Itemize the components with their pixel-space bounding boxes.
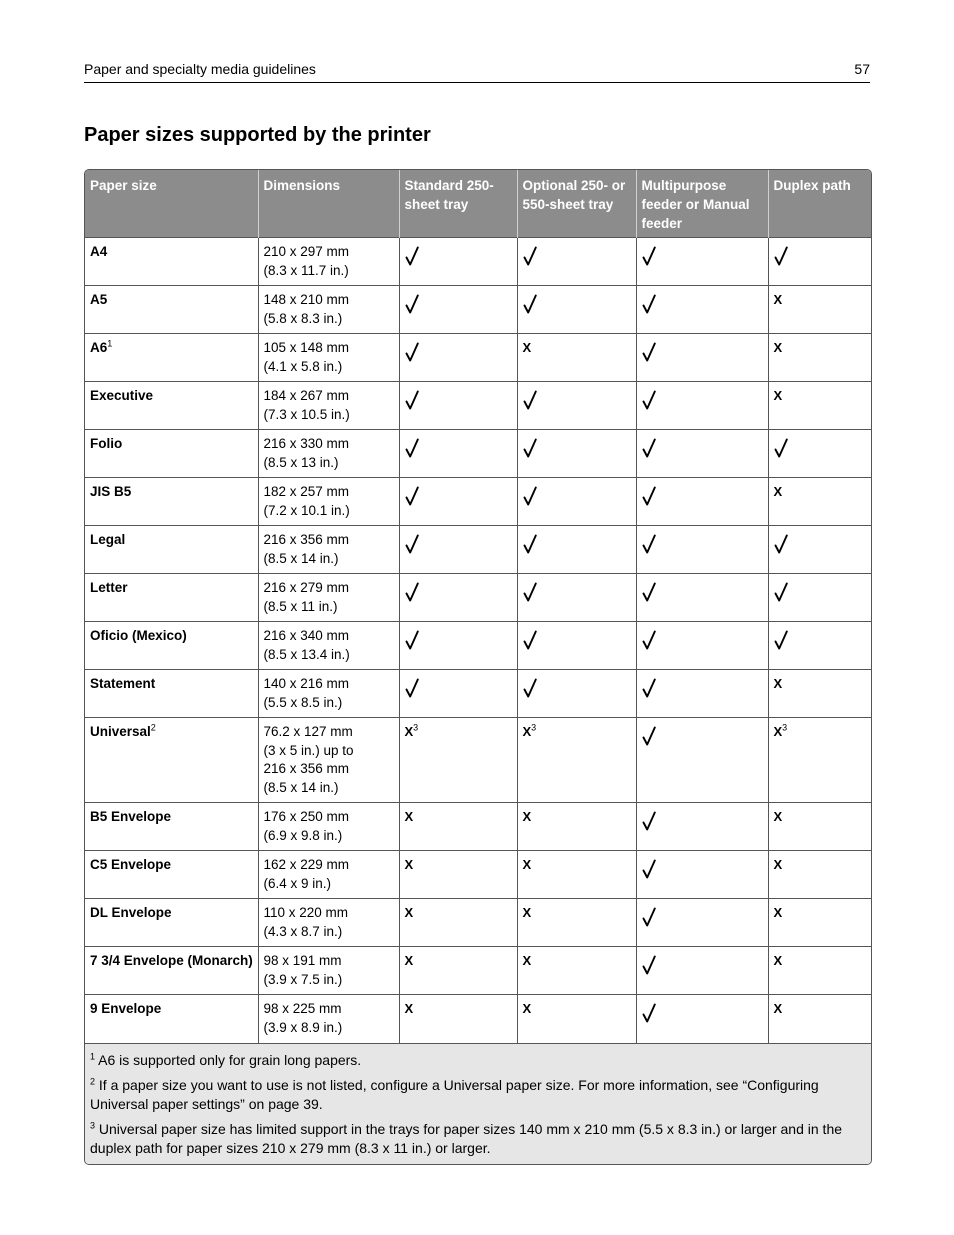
checkmark-icon xyxy=(642,955,656,975)
not-supported-mark: X xyxy=(773,953,783,968)
not-supported-mark: X xyxy=(773,484,783,499)
dimension-line: 110 x 220 mm xyxy=(263,905,349,920)
checkmark-icon xyxy=(642,390,656,410)
multipurpose-feeder-cell xyxy=(636,718,768,803)
footnote-text: Universal paper size has limited support in the trays for paper sizes 140 mm x 210 mm (5.5 x 8.3 in.) or larger and in the duplex path for paper sizes 210 x 279 mm (8.3 x 11 in.) or larger. xyxy=(90,1120,843,1156)
dimensions-cell xyxy=(258,334,399,382)
paper-size-name: JIS B5 xyxy=(90,484,132,499)
paper-size-cell xyxy=(85,430,258,478)
not-supported-mark: X xyxy=(522,905,532,920)
not-supported-mark: X xyxy=(404,953,414,968)
not-supported-mark: X xyxy=(404,724,414,739)
dimension-line: 216 x 330 mm xyxy=(263,436,350,451)
multipurpose-feeder-cell xyxy=(636,430,768,478)
checkmark-icon xyxy=(523,582,537,602)
dimension-line: (8.5 x 14 in.) xyxy=(263,550,339,566)
table-row xyxy=(85,334,871,382)
duplex-path-cell xyxy=(768,238,871,286)
dimensions-cell xyxy=(258,670,399,718)
dimension-line: 182 x 257 mm xyxy=(263,484,350,499)
footnotes xyxy=(85,1043,871,1164)
duplex-path-cell xyxy=(768,382,871,430)
multipurpose-feeder-cell xyxy=(636,947,768,995)
multipurpose-feeder-cell xyxy=(636,382,768,430)
footnote-reference: 2 xyxy=(150,722,156,733)
not-supported-mark: X xyxy=(404,905,414,920)
optional-tray-cell xyxy=(517,670,636,718)
standard-tray-cell xyxy=(399,947,517,995)
paper-size-name: Legal xyxy=(90,532,126,547)
paper-size-name: A4 xyxy=(90,244,108,259)
paper-size-cell xyxy=(85,718,258,803)
multipurpose-feeder-cell xyxy=(636,574,768,622)
standard-tray-cell xyxy=(399,995,517,1043)
dimension-line: (3 x 5 in.) up to xyxy=(263,742,354,758)
optional-tray-cell xyxy=(517,947,636,995)
multipurpose-feeder-cell xyxy=(636,670,768,718)
not-supported-mark: X xyxy=(773,809,783,824)
footnote-reference: 3 xyxy=(782,722,788,733)
paper-size-name: Universal xyxy=(90,724,151,739)
dimension-line: 148 x 210 mm xyxy=(263,292,350,307)
table-body xyxy=(85,238,871,1043)
checkmark-icon xyxy=(405,630,419,650)
not-supported-mark: X xyxy=(404,857,414,872)
multipurpose-feeder-cell xyxy=(636,622,768,670)
page-number: 57 xyxy=(854,61,870,77)
paper-size-cell xyxy=(85,670,258,718)
duplex-path-cell xyxy=(768,286,871,334)
dimension-line: (8.3 x 11.7 in.) xyxy=(263,262,349,278)
paper-size-cell xyxy=(85,995,258,1043)
duplex-path-cell xyxy=(768,899,871,947)
table-row xyxy=(85,803,871,851)
checkmark-icon xyxy=(523,390,537,410)
dimension-line: (8.5 x 13.4 in.) xyxy=(263,646,350,662)
column-header-standard-tray: Standard 250-sheet tray xyxy=(399,170,517,238)
checkmark-icon xyxy=(642,630,656,650)
checkmark-icon xyxy=(523,438,537,458)
dimensions-cell xyxy=(258,622,399,670)
table-row xyxy=(85,382,871,430)
checkmark-icon xyxy=(642,438,656,458)
optional-tray-cell xyxy=(517,382,636,430)
paper-size-cell xyxy=(85,574,258,622)
optional-tray-cell xyxy=(517,622,636,670)
footnote xyxy=(90,1051,865,1070)
dimension-line: (6.9 x 9.8 in.) xyxy=(263,827,343,843)
checkmark-icon xyxy=(642,582,656,602)
not-supported-mark: X xyxy=(773,1001,783,1016)
standard-tray-cell xyxy=(399,286,517,334)
paper-size-cell xyxy=(85,851,258,899)
dimensions-cell xyxy=(258,526,399,574)
dimension-line: (8.5 x 11 in.) xyxy=(263,598,338,614)
multipurpose-feeder-cell xyxy=(636,286,768,334)
dimensions-cell xyxy=(258,803,399,851)
checkmark-icon xyxy=(405,534,419,554)
footnote-reference: 3 xyxy=(531,722,537,733)
standard-tray-cell xyxy=(399,334,517,382)
multipurpose-feeder-cell xyxy=(636,995,768,1043)
checkmark-icon xyxy=(774,534,788,554)
column-header-optional-tray: Optional 250- or 550-sheet tray xyxy=(517,170,636,238)
not-supported-mark: X xyxy=(773,905,783,920)
duplex-path-cell xyxy=(768,430,871,478)
header-row xyxy=(85,170,871,238)
dimension-line: (5.8 x 8.3 in.) xyxy=(263,310,343,326)
duplex-path-cell xyxy=(768,526,871,574)
paper-size-cell xyxy=(85,803,258,851)
not-supported-mark: X xyxy=(773,724,783,739)
checkmark-icon xyxy=(642,859,656,879)
checkmark-icon xyxy=(642,294,656,314)
paper-size-name: Letter xyxy=(90,580,128,595)
checkmark-icon xyxy=(405,486,419,506)
dimension-line: 176 x 250 mm xyxy=(263,809,350,824)
dimension-line: 216 x 340 mm xyxy=(263,628,350,643)
checkmark-icon xyxy=(405,438,419,458)
checkmark-icon xyxy=(774,582,788,602)
paper-size-name: C5 Envelope xyxy=(90,857,172,872)
optional-tray-cell xyxy=(517,718,636,803)
checkmark-icon xyxy=(642,246,656,266)
paper-size-cell xyxy=(85,622,258,670)
checkmark-icon xyxy=(642,907,656,927)
standard-tray-cell xyxy=(399,622,517,670)
multipurpose-feeder-cell xyxy=(636,478,768,526)
dimension-line: 210 x 297 mm xyxy=(263,244,350,259)
footnote-text: A6 is supported only for grain long papers. xyxy=(98,1051,362,1068)
standard-tray-cell xyxy=(399,526,517,574)
dimension-line: 216 x 356 mm xyxy=(263,532,350,547)
paper-size-name: B5 Envelope xyxy=(90,809,172,824)
checkmark-icon xyxy=(642,486,656,506)
dimension-line: (6.4 x 9 in.) xyxy=(263,875,332,891)
dimension-line: 105 x 148 mm xyxy=(263,340,350,355)
not-supported-mark: X xyxy=(522,953,532,968)
checkmark-icon xyxy=(405,294,419,314)
duplex-path-cell xyxy=(768,670,871,718)
standard-tray-cell xyxy=(399,899,517,947)
not-supported-mark: X xyxy=(522,809,532,824)
footnote xyxy=(90,1076,865,1114)
optional-tray-cell xyxy=(517,574,636,622)
dimensions-cell xyxy=(258,851,399,899)
checkmark-icon xyxy=(405,678,419,698)
dimension-line: (7.3 x 10.5 in.) xyxy=(263,406,350,422)
not-supported-mark: X xyxy=(773,292,783,307)
checkmark-icon xyxy=(523,630,537,650)
dimension-line: (3.9 x 8.9 in.) xyxy=(263,1019,343,1035)
duplex-path-cell xyxy=(768,622,871,670)
checkmark-icon xyxy=(774,630,788,650)
checkmark-icon xyxy=(774,246,788,266)
checkmark-icon xyxy=(405,582,419,602)
table-row xyxy=(85,430,871,478)
multipurpose-feeder-cell xyxy=(636,851,768,899)
standard-tray-cell xyxy=(399,574,517,622)
paper-size-cell xyxy=(85,478,258,526)
checkmark-icon xyxy=(642,1003,656,1023)
dimension-line: 216 x 279 mm xyxy=(263,580,350,595)
checkmark-icon xyxy=(642,678,656,698)
dimension-line: 140 x 216 mm xyxy=(263,676,350,691)
checkmark-icon xyxy=(523,678,537,698)
checkmark-icon xyxy=(405,390,419,410)
dimension-line: 98 x 191 mm xyxy=(263,953,342,968)
paper-size-cell xyxy=(85,238,258,286)
dimensions-cell xyxy=(258,382,399,430)
optional-tray-cell xyxy=(517,899,636,947)
dimension-line: (7.2 x 10.1 in.) xyxy=(263,502,350,518)
paper-size-name: Folio xyxy=(90,436,123,451)
optional-tray-cell xyxy=(517,803,636,851)
checkmark-icon xyxy=(642,726,656,746)
duplex-path-cell xyxy=(768,478,871,526)
multipurpose-feeder-cell xyxy=(636,526,768,574)
dimension-line: (8.5 x 14 in.) xyxy=(263,779,339,795)
standard-tray-cell xyxy=(399,803,517,851)
dimensions-cell xyxy=(258,995,399,1043)
table-row xyxy=(85,670,871,718)
footnote-number: 3 xyxy=(90,1119,96,1130)
table-row xyxy=(85,478,871,526)
optional-tray-cell xyxy=(517,478,636,526)
table-row xyxy=(85,947,871,995)
standard-tray-cell xyxy=(399,478,517,526)
optional-tray-cell xyxy=(517,286,636,334)
column-header-duplex-path: Duplex path xyxy=(768,170,871,238)
paper-size-name: 7 3/4 Envelope (Monarch) xyxy=(90,953,253,968)
column-header-multipurpose-feeder: Multipurpose feeder or Manual feeder xyxy=(636,170,768,238)
paper-size-name: A5 xyxy=(90,292,108,307)
dimensions-cell xyxy=(258,947,399,995)
page-title: Paper sizes supported by the printer xyxy=(84,124,431,146)
dimensions-cell xyxy=(258,574,399,622)
paper-sizes-table xyxy=(85,170,871,1043)
paper-size-cell xyxy=(85,899,258,947)
standard-tray-cell xyxy=(399,430,517,478)
table-row xyxy=(85,286,871,334)
paper-size-cell xyxy=(85,947,258,995)
paper-size-cell xyxy=(85,286,258,334)
checkmark-icon xyxy=(642,342,656,362)
not-supported-mark: X xyxy=(773,676,783,691)
not-supported-mark: X xyxy=(773,340,783,355)
dimension-line: 162 x 229 mm xyxy=(263,857,350,872)
paper-size-name: Executive xyxy=(90,388,154,403)
paper-size-name: Statement xyxy=(90,676,156,691)
column-header-paper-size: Paper size xyxy=(85,170,258,238)
checkmark-icon xyxy=(523,486,537,506)
optional-tray-cell xyxy=(517,334,636,382)
optional-tray-cell xyxy=(517,526,636,574)
dimensions-cell xyxy=(258,286,399,334)
not-supported-mark: X xyxy=(404,1001,414,1016)
table-row xyxy=(85,995,871,1043)
duplex-path-cell xyxy=(768,334,871,382)
multipurpose-feeder-cell xyxy=(636,899,768,947)
footnote-reference: 3 xyxy=(413,722,419,733)
optional-tray-cell xyxy=(517,238,636,286)
table-row xyxy=(85,899,871,947)
dimension-line: (3.9 x 7.5 in.) xyxy=(263,971,343,987)
table-row xyxy=(85,526,871,574)
dimension-line: (4.1 x 5.8 in.) xyxy=(263,358,343,374)
standard-tray-cell xyxy=(399,670,517,718)
dimensions-cell xyxy=(258,430,399,478)
paper-size-name: 9 Envelope xyxy=(90,1001,162,1016)
dimension-line: 184 x 267 mm xyxy=(263,388,350,403)
running-header xyxy=(84,60,870,83)
table-row xyxy=(85,574,871,622)
duplex-path-cell xyxy=(768,947,871,995)
standard-tray-cell xyxy=(399,238,517,286)
paper-sizes-table-container xyxy=(84,169,872,1165)
dimension-line: 76.2 x 127 mm xyxy=(263,724,353,739)
dimensions-cell xyxy=(258,899,399,947)
not-supported-mark: X xyxy=(522,857,532,872)
not-supported-mark: X xyxy=(522,724,532,739)
standard-tray-cell xyxy=(399,382,517,430)
paper-size-name: DL Envelope xyxy=(90,905,172,920)
dimensions-cell xyxy=(258,238,399,286)
table-row xyxy=(85,238,871,286)
dimensions-cell xyxy=(258,718,399,803)
multipurpose-feeder-cell xyxy=(636,238,768,286)
dimension-line: (5.5 x 8.5 in.) xyxy=(263,694,343,710)
paper-size-cell xyxy=(85,526,258,574)
not-supported-mark: X xyxy=(404,809,414,824)
section-title: Paper and specialty media guidelines xyxy=(84,61,316,77)
table-header xyxy=(85,170,871,238)
not-supported-mark: X xyxy=(522,1001,532,1016)
column-header-dimensions: Dimensions xyxy=(258,170,399,238)
table-row xyxy=(85,718,871,803)
multipurpose-feeder-cell xyxy=(636,803,768,851)
dimension-line: (8.5 x 13 in.) xyxy=(263,454,339,470)
paper-size-name: A6 xyxy=(90,340,108,355)
optional-tray-cell xyxy=(517,995,636,1043)
checkmark-icon xyxy=(405,246,419,266)
paper-size-cell xyxy=(85,334,258,382)
standard-tray-cell xyxy=(399,718,517,803)
dimension-line: (4.3 x 8.7 in.) xyxy=(263,923,343,939)
checkmark-icon xyxy=(642,534,656,554)
dimension-line: 98 x 225 mm xyxy=(263,1001,342,1016)
duplex-path-cell xyxy=(768,851,871,899)
duplex-path-cell xyxy=(768,995,871,1043)
not-supported-mark: X xyxy=(773,857,783,872)
footnote-number: 2 xyxy=(90,1075,96,1086)
checkmark-icon xyxy=(405,342,419,362)
table-row xyxy=(85,851,871,899)
duplex-path-cell xyxy=(768,718,871,803)
table-row xyxy=(85,622,871,670)
footnote-number: 1 xyxy=(90,1050,96,1061)
not-supported-mark: X xyxy=(522,340,532,355)
optional-tray-cell xyxy=(517,430,636,478)
optional-tray-cell xyxy=(517,851,636,899)
duplex-path-cell xyxy=(768,803,871,851)
footnote-reference: 1 xyxy=(107,338,113,349)
standard-tray-cell xyxy=(399,851,517,899)
not-supported-mark: X xyxy=(773,388,783,403)
checkmark-icon xyxy=(523,246,537,266)
checkmark-icon xyxy=(774,438,788,458)
checkmark-icon xyxy=(523,294,537,314)
multipurpose-feeder-cell xyxy=(636,334,768,382)
footnote-text: If a paper size you want to use is not listed, configure a Universal paper size. For more information, see “Configuring Universal paper settings” on page 39. xyxy=(90,1076,819,1112)
dimension-line: 216 x 356 mm xyxy=(263,761,350,776)
paper-size-cell xyxy=(85,382,258,430)
footnote xyxy=(90,1120,865,1158)
checkmark-icon xyxy=(523,534,537,554)
duplex-path-cell xyxy=(768,574,871,622)
checkmark-icon xyxy=(642,811,656,831)
dimensions-cell xyxy=(258,478,399,526)
paper-size-name: Oficio (Mexico) xyxy=(90,628,187,643)
